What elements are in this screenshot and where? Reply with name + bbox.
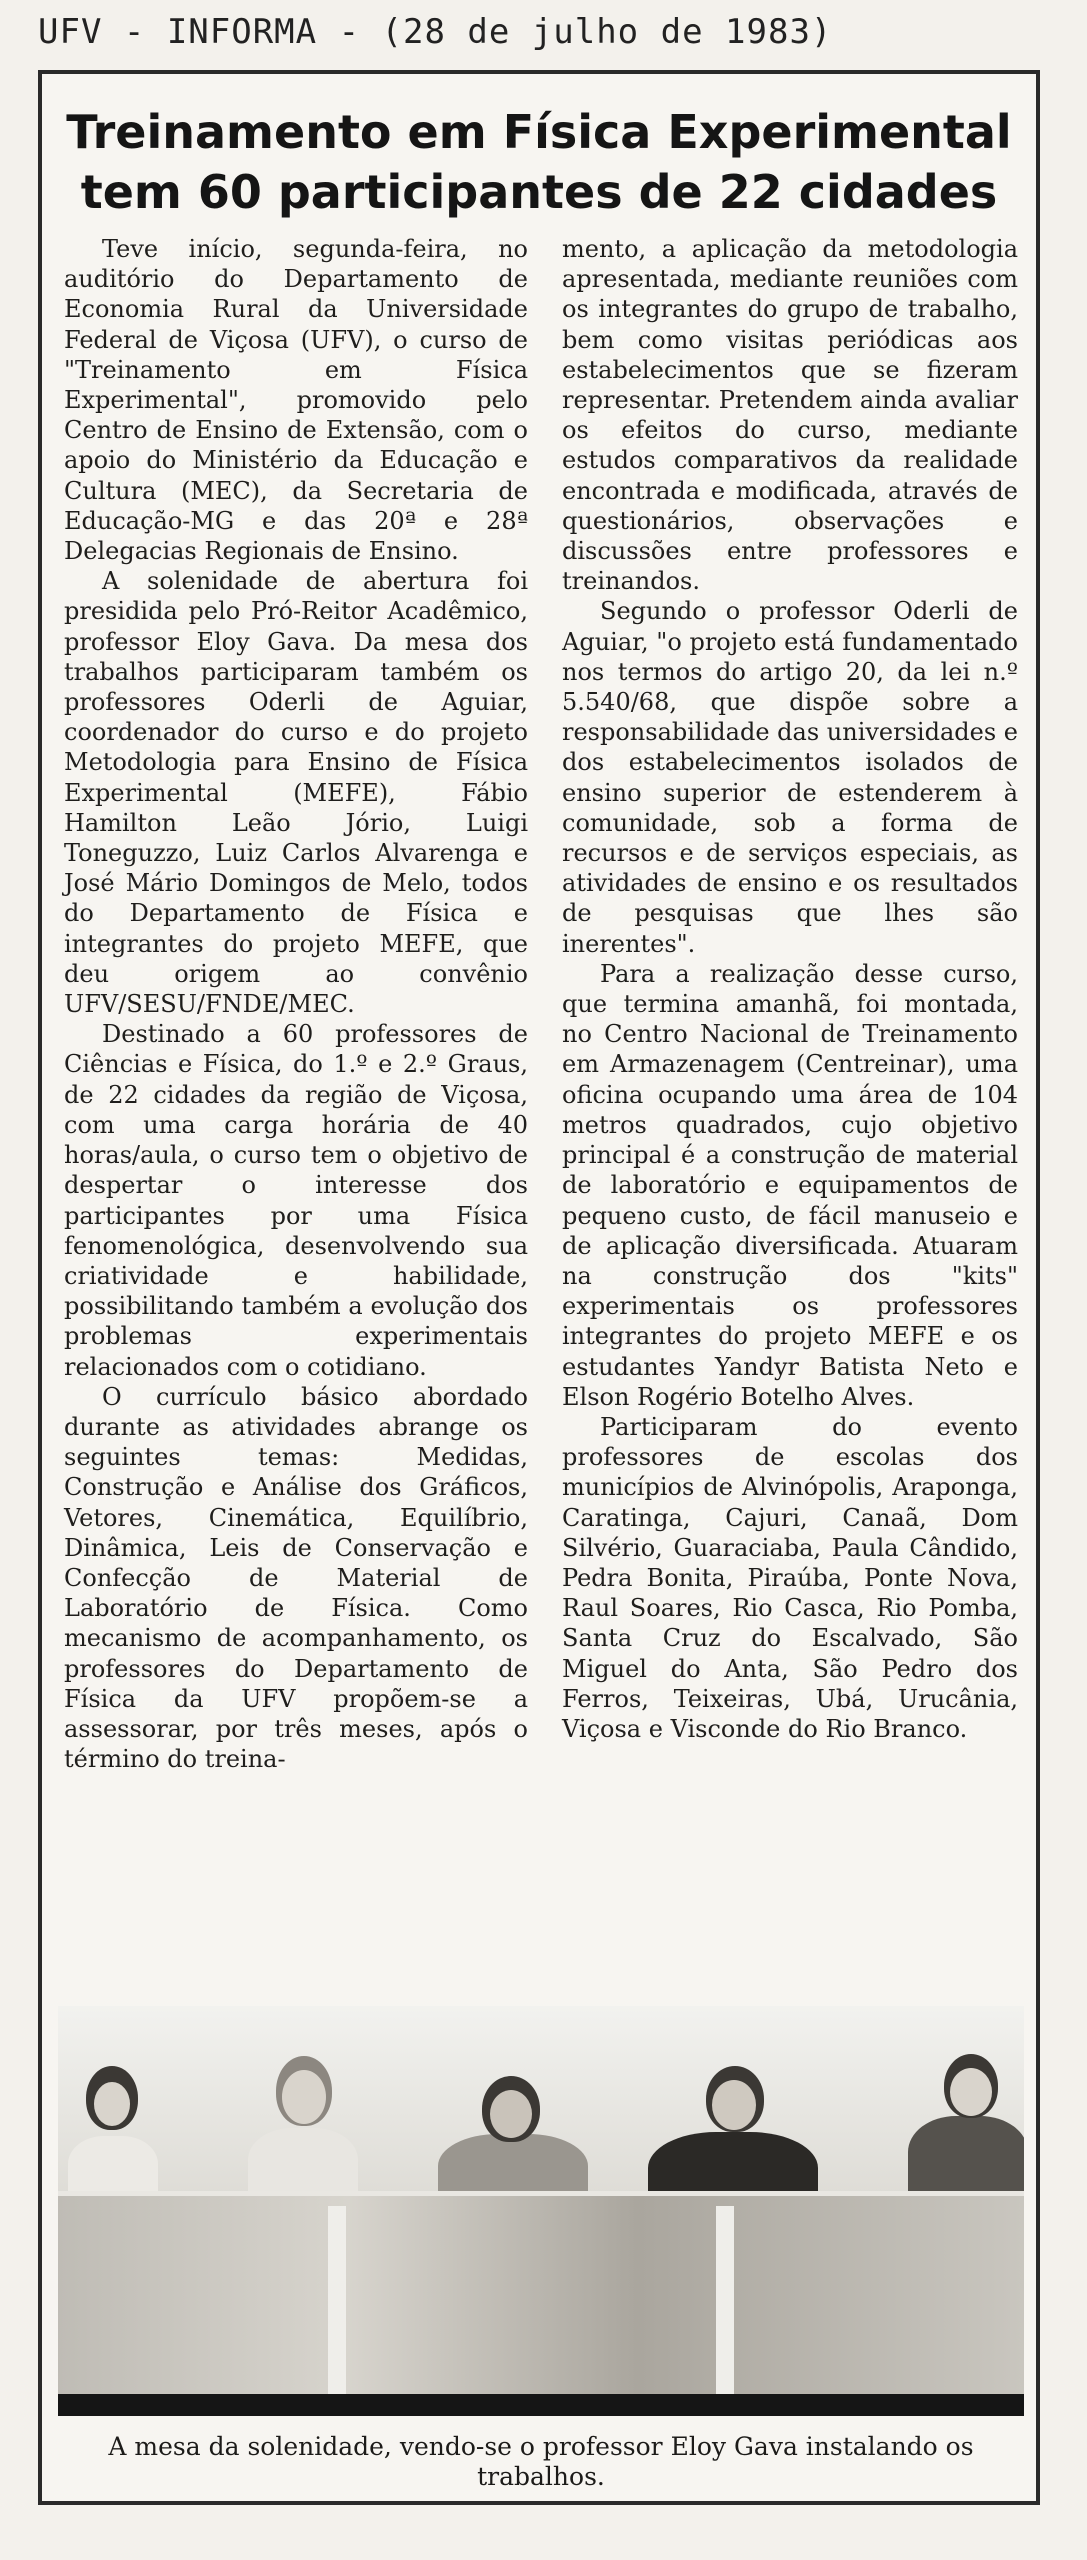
paragraph: A solenidade de abertura foi presidida pelo Pró-Reitor Acadêmico, professor Eloy Gava. Da mesa dos trabalhos participaram também os professores Oderli de Aguiar, coordenador do curso e do projeto Metodologia para Ensino de Física Experimental (MEFE), Fábio Hamilton Leão Jório, Luigi Toneguzzo, Luiz Carlos Alvarenga e José Mário Domingos de Melo, todos do Departamento de Física e integrantes do projeto MEFE, que deu origem ao convênio UFV/SESU/FNDE/MEC. — [64, 567, 528, 1019]
photo-table-leg — [716, 2206, 734, 2396]
paragraph: Destinado a 60 professores de Ciências e Física, do 1.º e 2.º Graus, de 22 cidades da região de Viçosa, com uma carga horária de 40 horas/aula, o curso tem o objetivo de despertar o interesse dos participantes por uma Física fenomenológica, desenvolvendo sua criatividade e habilidade, possibilitando também a evolução dos problemas experimentais relacionados com o cotidiano. — [64, 1020, 528, 1381]
photo-floor — [58, 2394, 1024, 2416]
paragraph: O currículo básico abordado durante as atividades abrange os seguintes temas: Medidas, Construção e Análise dos Gráficos, Vetores, Cinemática, Equilíbrio, Dinâmica, Leis de Conservação e Confecção de Material de Laboratório de Física. Como mecanismo de acompanhamento, os professores do Departamento de Física da UFV propõem-se a assessorar, por três meses, após o término do treina- — [64, 1382, 528, 1774]
headline-line-1: Treinamento em Física Experimental — [66, 105, 1012, 159]
paragraph: Teve início, segunda-feira, no auditório do Departamento de Economia Rural da Universidade Federal de Viçosa (UFV), o curso de "Treinamento em Física Experimental", promovido pelo Centro de Ensino de Extensão, com o apoio do Ministério da Educação e Cultura (MEC), da Secretaria de Educação-MG e das 20ª e 28ª Delegacias Regionais de Ensino. — [64, 235, 528, 566]
photo-table-cloth — [58, 2196, 1024, 2396]
paragraph: mento, a aplicação da metodologia apresentada, mediante reuniões com os integrantes do grupo de trabalho, bem como visitas periódicas aos estabelecimentos que se fizeram representar. Pretendem ainda avaliar os efeitos do curso, mediante estudos comparativos da realidade encontrada e modificada, através de questionários, observações e discussões entre professores e treinandos. — [562, 235, 1018, 596]
paragraph: Para a realização desse curso, que termina amanhã, foi montada, no Centro Nacional de Treinamento em Armazenagem (Centreinar), uma oficina ocupando uma área de 104 metros quadrados, cujo objetivo principal é a construção de material de laboratório e equipamentos de pequeno custo, de fácil manuseio e de aplicação diversificada. Atuaram na construção dos "kits" experimentais os professores integrantes do projeto MEFE e os estudantes Yandyr Batista Neto e Elson Rogério Botelho Alves. — [562, 959, 1018, 1411]
paragraph: Segundo o professor Oderli de Aguiar, "o projeto está fundamentado nos termos do artigo 20, da lei n.º 5.540/68, que dispõe sobre a responsabilidade das universidades e dos estabelecimentos isolados de ensino superior de estenderem à comunidade, sob a forma de recursos e de serviços especiais, as atividades de ensino e os resultados de pesquisas que lhes são inerentes". — [562, 597, 1018, 958]
event-photo — [58, 2006, 1024, 2416]
article-frame — [38, 70, 1040, 2505]
photo-table-leg — [328, 2206, 346, 2396]
article-column-left — [64, 234, 528, 1774]
photo-caption: A mesa da solenidade, vendo-se o professor Eloy Gava instalando os trabalhos. — [108, 2432, 974, 2491]
headline-line-2: tem 60 participantes de 22 cidades — [80, 165, 998, 219]
article-column-right — [562, 234, 1018, 1744]
paragraph: Participaram do evento professores de escolas dos municípios de Alvinópolis, Araponga, Caratinga, Cajuri, Canaã, Dom Silvério, Guaraciaba, Paula Cândido, Pedra Bonita, Piraúba, Ponte Nova, Raul Soares, Rio Casca, Rio Pomba, Santa Cruz do Escalvado, São Miguel do Anta, São Pedro dos Ferros, Teixeiras, Ubá, Urucânia, Viçosa e Visconde do Rio Branco. — [562, 1412, 1018, 1743]
newspaper-header: UFV - INFORMA - (28 de julho de 1983) — [38, 12, 833, 52]
article-headline — [42, 102, 1036, 222]
